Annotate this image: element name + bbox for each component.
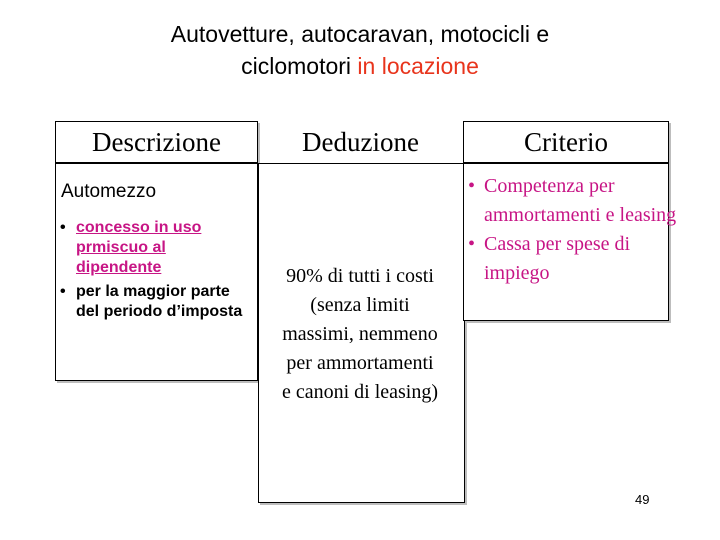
deduzione-line: massimi, nemmeno: [282, 323, 438, 345]
page-number: 49: [635, 492, 650, 507]
header-descrizione: Descrizione: [92, 127, 221, 157]
descrizione-bullet-list: [60, 218, 250, 326]
deduzione-line: e canoni di leasing): [281, 381, 439, 403]
title-main-text: ciclomotori: [241, 53, 358, 79]
deduzione-text: [260, 262, 460, 407]
list-item: • Cassa per spese di impiego: [468, 230, 678, 288]
title-line-1: Autovetture, autocaravan, motocicli e: [170, 21, 550, 47]
title-accent-text: in locazione: [357, 53, 479, 79]
header-deduzione: Deduzione: [302, 127, 419, 157]
title-line-2: [0, 50, 720, 82]
header-criterio: Criterio: [524, 127, 608, 157]
deduzione-line: per ammortamenti: [286, 352, 434, 374]
list-item: • concesso in uso prmiscuo al dipendente: [60, 218, 250, 278]
deduzione-line: (senza limiti: [310, 294, 410, 316]
automezzo-label: Automezzo: [61, 181, 157, 202]
slide-title: [0, 18, 720, 82]
criterio-bullet-list: [468, 172, 678, 288]
deduzione-line: 90% di tutti i costi: [286, 265, 434, 287]
list-item: • Competenza per ammortamenti e leasing: [468, 172, 678, 230]
list-item: • per la maggior parte del periodo d’imposta: [60, 282, 250, 322]
